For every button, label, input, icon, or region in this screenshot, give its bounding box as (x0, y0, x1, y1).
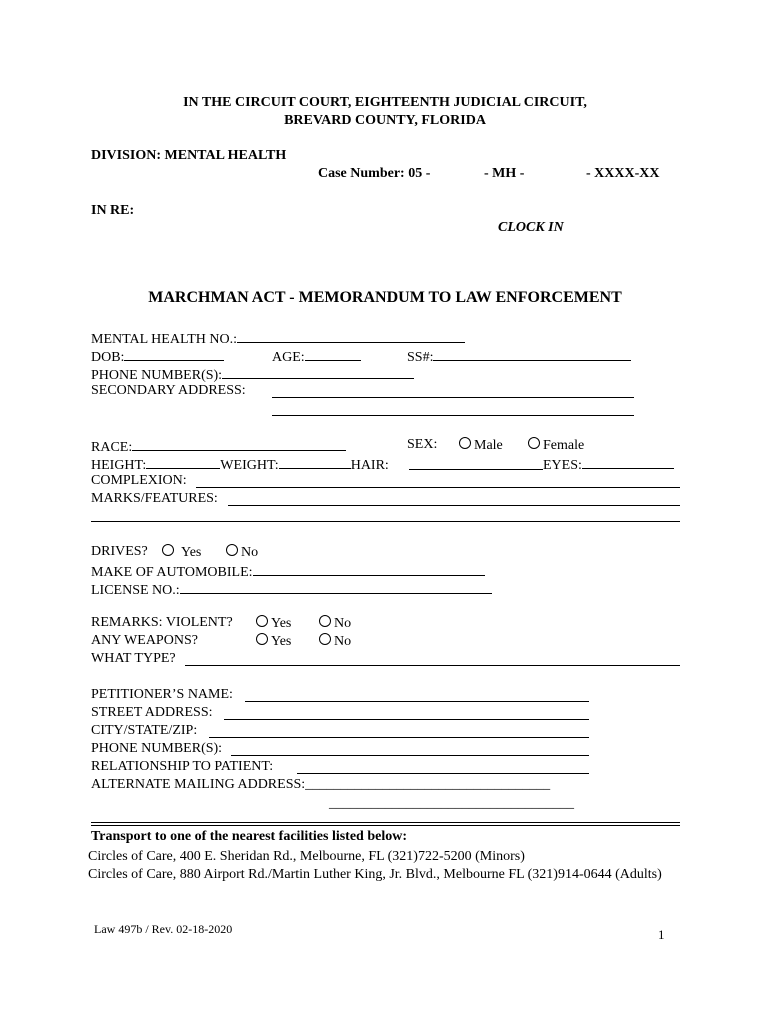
drives-no-option[interactable] (226, 544, 258, 561)
transport-heading: Transport to one of the nearest facilities listed below: (91, 829, 407, 844)
form-title: MARCHMAN ACT - MEMORANDUM TO LAW ENFORCEMENT (148, 289, 622, 306)
radio-icon[interactable] (319, 633, 331, 645)
weight-field[interactable] (279, 455, 351, 469)
phone-field[interactable] (222, 365, 414, 379)
secondary-address-field-2[interactable] (272, 415, 634, 416)
radio-icon[interactable] (319, 615, 331, 627)
height-field[interactable] (146, 455, 220, 469)
make-auto-label: MAKE OF AUTOMOBILE: (91, 565, 253, 580)
form-id: Law 497b / Rev. 02-18-2020 (94, 922, 233, 936)
mental-health-no-label: MENTAL HEALTH NO.: (91, 332, 237, 347)
city-state-zip-label: CITY/STATE/ZIP: (91, 723, 198, 738)
make-auto-row (91, 562, 485, 581)
secondary-address-row (91, 383, 246, 399)
hair-field[interactable] (409, 469, 543, 470)
sex-row (407, 437, 437, 453)
petitioner-phone-label: PHONE NUMBER(S): (91, 741, 223, 756)
license-row (91, 580, 492, 599)
race-row (91, 437, 346, 456)
court-line-1: IN THE CIRCUIT COURT, EIGHTEENTH JUDICIAL CIRCUIT, (183, 95, 587, 110)
mental-health-no-field[interactable] (237, 329, 465, 343)
marks-row (91, 491, 218, 507)
violent-yes-label: Yes (271, 616, 292, 631)
license-field[interactable] (180, 580, 492, 594)
drives-no-label: No (241, 545, 259, 560)
dob-row (91, 347, 224, 366)
drives-yes-option[interactable] (162, 544, 201, 561)
alternate-mailing-field-2[interactable]: ___________________________________ (329, 796, 574, 811)
eyes-row (543, 455, 674, 474)
drives-yes-label: Yes (181, 545, 202, 560)
complexion-label: COMPLEXION: (91, 473, 187, 488)
weapons-no-label: No (334, 634, 352, 649)
page-number: 1 (658, 927, 665, 942)
female-label: Female (543, 438, 585, 453)
alternate-mailing-field[interactable]: ___________________________________ (305, 777, 551, 792)
complexion-row (91, 473, 187, 489)
complexion-field[interactable] (196, 487, 680, 488)
height-label: HEIGHT: (91, 458, 147, 473)
radio-icon[interactable] (256, 615, 268, 627)
ss-row (407, 347, 631, 366)
relationship-field[interactable] (297, 773, 589, 774)
facility-1: Circles of Care, 400 E. Sheridan Rd., Melbourne, FL (321)722-5200 (Minors) (88, 849, 525, 864)
make-auto-field[interactable] (253, 562, 485, 576)
eyes-field[interactable] (582, 455, 674, 469)
radio-icon[interactable] (162, 544, 174, 556)
remarks-violent-label: REMARKS: VIOLENT? (91, 615, 233, 630)
marks-field[interactable] (228, 505, 680, 506)
any-weapons-label: ANY WEAPONS? (91, 633, 198, 648)
violent-yes-option[interactable] (256, 615, 291, 632)
weapons-no-option[interactable] (319, 633, 351, 650)
height-weight-row (91, 455, 389, 474)
age-row (272, 347, 361, 366)
petitioner-name-field[interactable] (245, 701, 589, 702)
race-field[interactable] (132, 437, 346, 451)
clock-in-label: CLOCK IN (498, 220, 564, 235)
city-state-zip-field[interactable] (209, 737, 589, 738)
secondary-address-label: SECONDARY ADDRESS: (91, 383, 246, 398)
marks-field-2[interactable] (91, 521, 680, 522)
hair-label: HAIR: (350, 458, 389, 473)
violent-no-option[interactable] (319, 615, 351, 632)
street-address-label: STREET ADDRESS: (91, 705, 213, 720)
secondary-address-field-1[interactable] (272, 397, 634, 398)
street-address-field[interactable] (224, 719, 589, 720)
phone-row (91, 365, 414, 384)
eyes-label: EYES: (543, 458, 582, 473)
race-label: RACE: (91, 440, 133, 455)
relationship-label: RELATIONSHIP TO PATIENT: (91, 759, 274, 774)
what-type-field[interactable] (185, 665, 680, 666)
age-label: AGE: (272, 350, 305, 365)
radio-icon[interactable] (528, 437, 540, 449)
sex-male-option[interactable] (459, 437, 503, 454)
male-label: Male (474, 438, 503, 453)
alternate-mailing-row (91, 777, 550, 793)
weapons-yes-label: Yes (271, 634, 292, 649)
dob-field[interactable] (124, 347, 224, 361)
petitioner-name-label: PETITIONER’S NAME: (91, 687, 233, 702)
case-number-label: Case Number: 05 - (318, 166, 431, 181)
radio-icon[interactable] (256, 633, 268, 645)
weapons-yes-option[interactable] (256, 633, 291, 650)
radio-icon[interactable] (459, 437, 471, 449)
sex-label: SEX: (407, 437, 438, 452)
violent-no-label: No (334, 616, 352, 631)
court-line-2: BREVARD COUNTY, FLORIDA (284, 113, 486, 128)
facility-2: Circles of Care, 880 Airport Rd./Martin Luther King, Jr. Blvd., Melbourne FL (321)914-0644 (Adults) (88, 867, 662, 882)
section-divider (91, 822, 680, 826)
in-re-label: IN RE: (91, 203, 135, 218)
alternate-mailing-label: ALTERNATE MAILING ADDRESS: (91, 777, 306, 792)
case-mh: - MH - (484, 166, 525, 181)
age-field[interactable] (305, 347, 361, 361)
what-type-label: WHAT TYPE? (91, 651, 176, 666)
ss-label: SS#: (407, 350, 434, 365)
marks-label: MARKS/FEATURES: (91, 491, 218, 506)
sex-female-option[interactable] (528, 437, 584, 454)
phone-label: PHONE NUMBER(S): (91, 368, 223, 383)
ss-field[interactable] (433, 347, 631, 361)
division-label: DIVISION: MENTAL HEALTH (91, 148, 287, 163)
mental-health-no-row (91, 329, 465, 348)
dob-label: DOB: (91, 350, 125, 365)
petitioner-phone-field[interactable] (231, 755, 589, 756)
drives-label: DRIVES? (91, 544, 148, 559)
case-suffix: - XXXX-XX (586, 166, 660, 181)
license-label: LICENSE NO.: (91, 583, 180, 598)
weight-label: WEIGHT: (220, 458, 279, 473)
radio-icon[interactable] (226, 544, 238, 556)
